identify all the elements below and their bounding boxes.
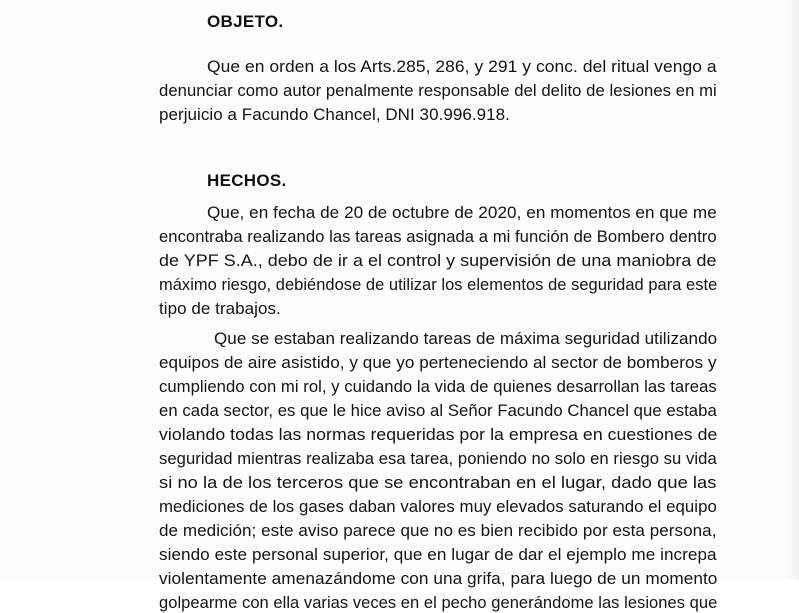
- hechos-p1-line-3: de YPF S.A., debo de ir a el control y supervisión de una maniobra de: [159, 251, 717, 270]
- hechos-p2-line-7: si no la de los terceros que se encontraban en el lugar, dado que las: [159, 473, 717, 492]
- hechos-p2-line-2: equipos de aire asistido, y que yo perteneciendo al sector de bomberos y: [159, 353, 717, 372]
- hechos-p1-line-2: encontraba realizando las tareas asignada a mi función de Bombero dentro: [159, 227, 717, 246]
- hechos-p2-line-9: de medición; este aviso parece que no es bien recibido por esta persona,: [159, 521, 717, 540]
- hechos-p2-line-6: seguridad mientras realizaba esa tarea, poniendo no solo en riesgo su vida: [159, 449, 717, 468]
- hechos-p2-line-12: golpearme con ella varias veces en el pecho generándome las lesiones que: [159, 593, 718, 612]
- objeto-line-1: Que en orden a los Arts.285, 286, y 291 y conc. del ritual vengo a: [207, 57, 717, 76]
- page-edge-shadow: [785, 0, 799, 579]
- objeto-line-3: perjuicio a Facundo Chancel, DNI 30.996.918.: [159, 105, 510, 124]
- hechos-p2-line-8: mediciones de los gases daban valores muy elevados saturando el equipo: [159, 497, 717, 516]
- hechos-p1-line-4: máximo riesgo, debiéndose de utilizar los elementos de seguridad para este: [159, 275, 718, 294]
- hechos-p2-line-4: en cada sector, es que le hice aviso al Señor Facundo Chancel que estaba: [159, 401, 717, 420]
- hechos-p1-line-1: Que, en fecha de 20 de octubre de 2020, en momentos en que me: [207, 203, 717, 222]
- hechos-p2-line-11: violentamente amenazándome con una grifa, para luego de un momento: [159, 569, 718, 588]
- section-heading-hechos: HECHOS.: [207, 171, 287, 190]
- section-heading-objeto: OBJETO.: [207, 12, 284, 31]
- hechos-p2-line-1: Que se estaban realizando tareas de máxima seguridad utilizando: [214, 329, 718, 348]
- hechos-p2-line-10: siendo este personal superior, que en lugar de dar el ejemplo me increpa: [159, 545, 717, 564]
- objeto-line-2: denunciar como autor penalmente responsable del delito de lesiones en mi: [159, 81, 717, 100]
- hechos-p2-line-5: violando todas las normas requeridas por la empresa en cuestiones de: [159, 425, 718, 444]
- hechos-p2-line-3: cumpliendo con mi rol, y cuidando la vida de quienes desarrollan las tareas: [159, 377, 717, 396]
- hechos-p1-line-5: tipo de trabajos.: [159, 299, 281, 318]
